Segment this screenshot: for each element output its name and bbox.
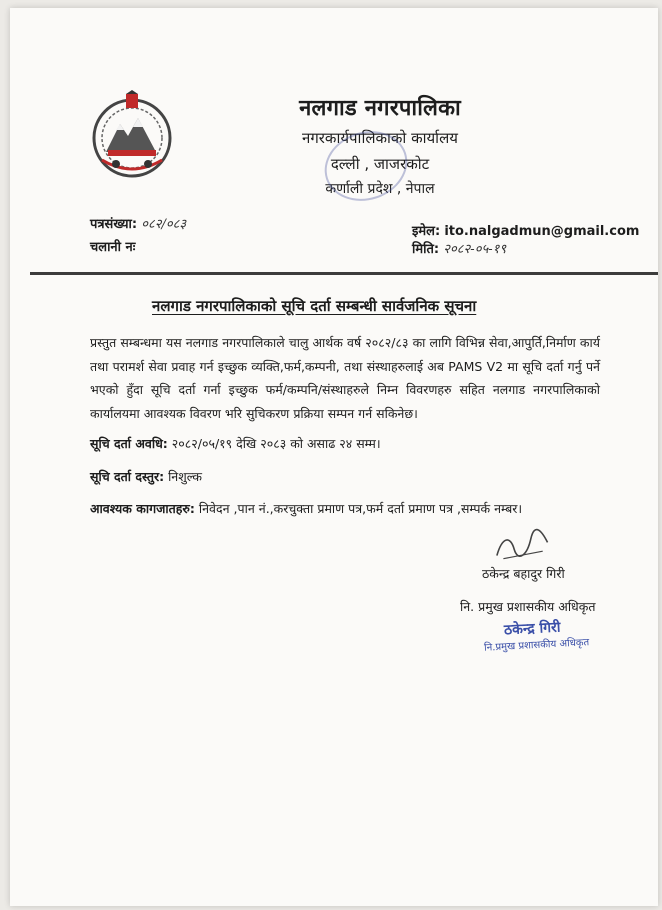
signature-stamp-title: नि.प्रमुख प्रशासकीय अधिकृत <box>483 637 590 654</box>
letter-number-value: ०८२/०८३ <box>141 217 187 232</box>
signature-stamp-name: ठकेन्द्र गिरी <box>503 619 561 639</box>
registration-fee-value: निशुल्क <box>168 469 202 484</box>
date-value: २०८२-०५-१९ <box>443 242 507 257</box>
nepal-government-emblem-icon <box>86 90 178 182</box>
notice-body: प्रस्तुत सम्बन्धमा यस नलगाड नगरपालिकाले चालु आर्थक वर्ष २०८२/८३ का लागि विभिन्न सेवा,आपुर्ति,निर्माण कार्य तथा परामर्श सेवा प्रवाह गर्न इच्छुक व्यक्ति,फर्म,कम्पनी, तथा संस्थाहरुलाई अब PAMS V2 मा सूचि दर्ता गर्नु पर्ने भएको हुँदा सूचि दर्ता गर्ना इच्छुक फर्म/कम्पनि/संस्थाहरुले निम्न विवरणहरु सहित नलगाड नगरपालिकाको कार्यालयमा आवश्यक विवरण भरि सुचिकरण प्रक्रिया सम्पन गर्न सकिनेछ। <box>90 335 600 421</box>
date-label: मिति: <box>412 242 440 257</box>
notice-subject: नलगाड नगरपालिकाको सूचि दर्ता सम्बन्धी सार्वजनिक सूचना <box>152 297 477 315</box>
required-documents-value: निवेदन ,पान नं.,करचुक्ता प्रमाण पत्र,फर्म दर्ता प्रमाण पत्र ,सम्पर्क नम्बर। <box>198 501 523 516</box>
registration-period-value: २०८२/०५/१९ देखि २०८३ को असाढ २४ सम्म। <box>171 436 381 451</box>
email-value: ito.nalgadmun@gmail.com <box>444 224 640 239</box>
registration-period <box>90 435 381 452</box>
municipality-title: नलगाड नगरपालिका <box>299 96 461 121</box>
letter-number <box>90 214 186 232</box>
required-documents <box>90 500 522 517</box>
date-line <box>412 239 506 257</box>
registration-fee <box>90 468 202 485</box>
signatory-name: ठकेन्द्र बहादुर गिरी <box>482 566 565 581</box>
letter-number-label: पत्रसंख्या: <box>90 217 138 232</box>
signatory-title: नि. प्रमुख प्रशासकीय अधिकृत <box>460 599 596 614</box>
required-documents-label: आवश्यक कागजातहरु: <box>90 501 195 516</box>
registration-fee-label: सूचि दर्ता दस्तुर: <box>90 469 165 484</box>
dispatch-number-label: चलानी नः <box>90 240 136 255</box>
header-divider <box>30 272 658 275</box>
email-line <box>412 221 639 239</box>
office-province: कर्णाली प्रदेश , नेपाल <box>325 181 435 197</box>
registration-period-label: सूचि दर्ता अवधि: <box>90 436 168 451</box>
office-location: दल्ली , जाजरकोट <box>330 155 430 173</box>
office-name: नगरकार्यपालिकाको कार्यालय <box>302 129 458 147</box>
dispatch-number <box>90 237 135 255</box>
email-label: इमेल: <box>412 224 441 239</box>
